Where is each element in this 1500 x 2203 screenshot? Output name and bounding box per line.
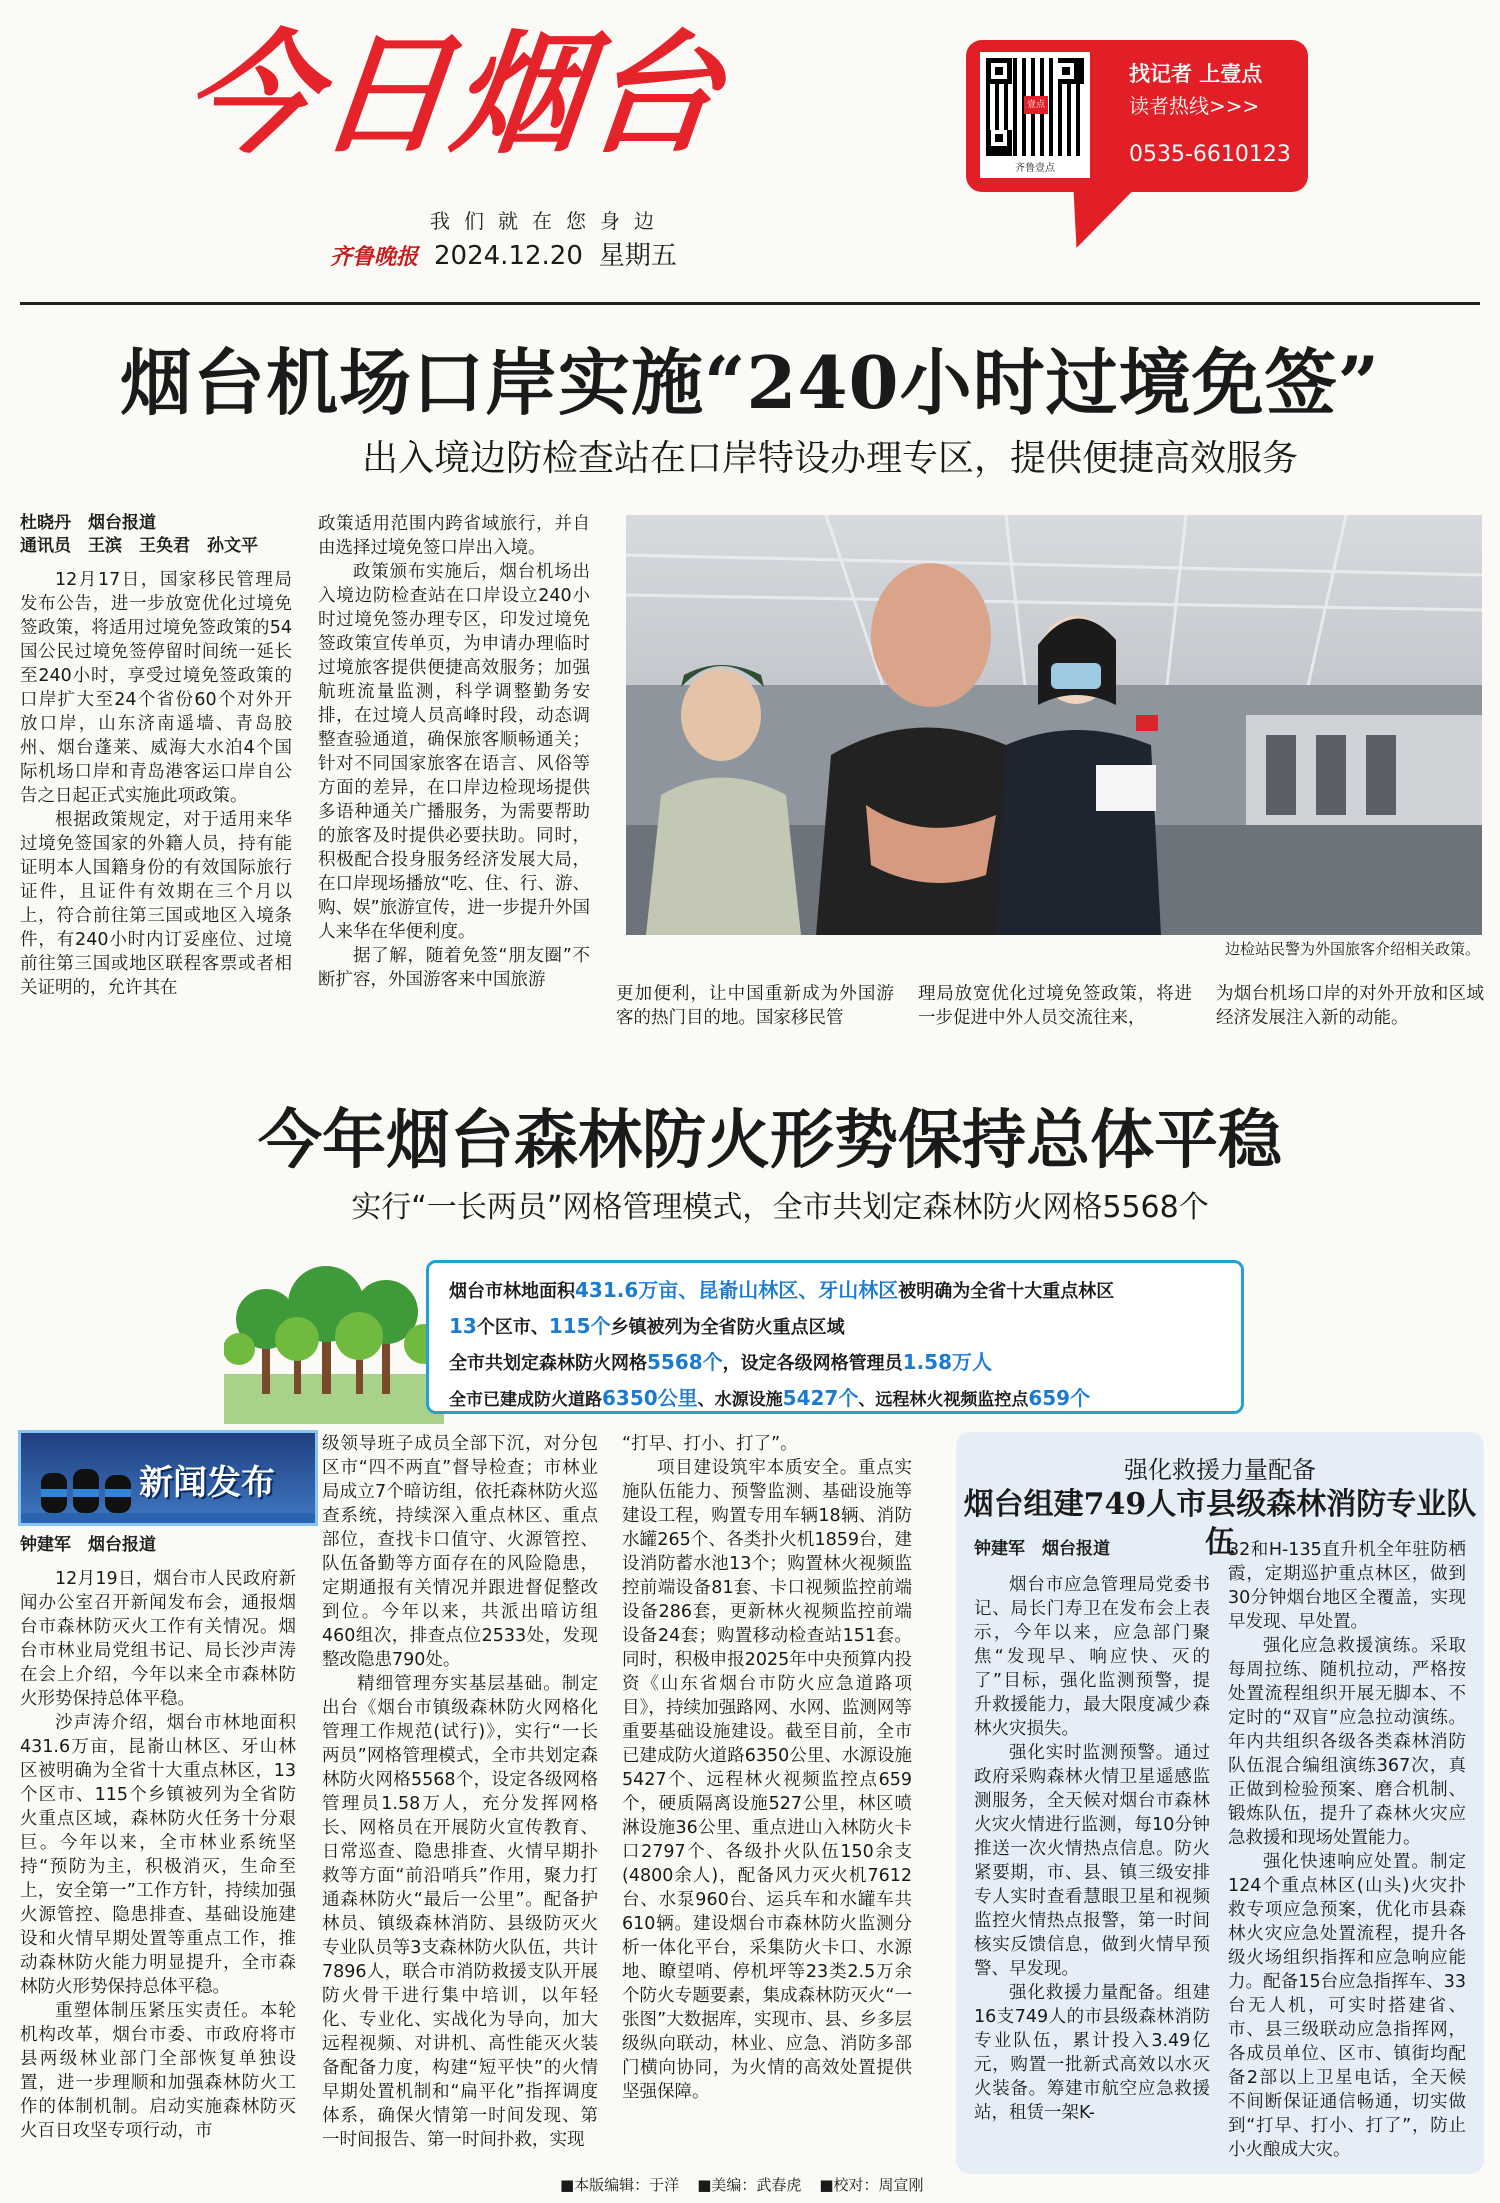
stats-text: 、水源设施	[697, 1390, 783, 1410]
qr-caption: 齐鲁壹点	[1015, 163, 1055, 174]
story1-column-5	[1216, 982, 1484, 1034]
story3-paragraph: 强化救援力量配备。组建16支749人的市县级森林消防专业队伍，累计投入3.49亿元，购置一批新式高效以水灭火装备。筹建市航空应急救援站，租赁一架K-	[974, 1983, 1210, 2123]
stats-line-4	[449, 1381, 1227, 1417]
stats-text: 个区市、	[476, 1317, 549, 1338]
forest-trees-icon	[224, 1224, 444, 1424]
stats-line-3	[449, 1345, 1227, 1381]
story1-paragraph: 12月17日，国家移民管理局发布公告，进一步放宽优化过境免签政策，将适用过境免签政策的54国公民过境免签停留时间统一延长至240小时，享受过境免签政策的口岸扩大至24个省份60个对外开放口岸，山东济南遥墙、青岛胶州、烟台蓬莱、威海大水泊4个国际机场口岸和青岛港客运口岸自公告之日起正式实施此项政策。	[20, 570, 292, 806]
story1-byline-correspondents: 通讯员 王滨 王奂君 孙文平	[20, 536, 258, 556]
stats-text: 烟台市林地面积	[449, 1281, 575, 1302]
story1-column-2	[318, 512, 590, 1032]
story1-subhead: 出入境边防检查站在口岸特设办理专区，提供便捷高效服务	[361, 438, 1298, 479]
story3-paragraph: 强化实时监测预警。通过政府采购森林火情卫星遥感监测服务，全天候对烟台市森林火灾火情进行监测，每10分钟推送一次火情热点信息。防火紧要期，市、县、镇三级安排专人实时查看慧眼卫星和视频监控火情热点报警，第一时间核实反馈信息，做到火情早预警、早发现。	[974, 1743, 1210, 1979]
story3-paragraph: 32和H-135直升机全年驻防栖霞，定期巡护重点林区，做到30分钟烟台地区全覆盖，实现早发现、早处置。	[1228, 1540, 1466, 1632]
story2-paragraph: 级领导班子成员全部下沉，对分包区市“四不两直”督导检查；市林业局成立7个暗访组，依托森林防火巡查系统，持续深入重点林区、重点部位，查找卡口值守、火源管控、队伍备勤等方面存在的风险隐患，定期通报有关情况并跟进督促整改到位。今年以来，共派出暗访组460组次，排查点位2533处，发现整改隐患790处。	[322, 1434, 598, 1670]
forest-stats-box	[426, 1260, 1244, 1414]
news-release-label: 新闻发布	[139, 1463, 275, 1503]
story3-byline: 钟建军 烟台报道	[974, 1539, 1110, 1559]
story1-paragraph: 政策颁布实施后，烟台机场出入境边防检查站在口岸设立240小时过境免签办理专区，印发过境免签政策宣传单页，为申请办理临时过境旅客提供便捷高效服务；加强航班流量监测，科学调整勤务安排，在过境人员高峰时段，动态调整查验通道，确保旅客顺畅通关；针对不同国家旅客在语言、风俗等方面的差异，在口岸边检现场提供多语种通关广播服务，为需要帮助的旅客及时提供必要扶助。同时，积极配合投身服务经济发展大局，在口岸现场播放“吃、住、行、游、购、娱”旅游宣传，进一步提升外国人来华在华便利度。	[318, 562, 590, 942]
hotline-line2: 读者热线>>>	[1129, 94, 1260, 118]
story2-paragraph: 沙声涛介绍，烟台市林地面积431.6万亩，昆嵛山林区、牙山林区被明确为全省十大重点林区，13个区市、115个乡镇被列为全省防火重点区域，森林防火任务十分艰巨。今年以来，全市林业系统坚持“预防为主，积极消灭，生命至上，安全第一”工作方针，持续加强火源管控、隐患排查、基础设施建设和火情早期处置等重点工作，推动森林防火能力明显提升，全市森林防火形势保持总体平稳。	[20, 1713, 296, 1997]
story3-column-2	[1228, 1538, 1466, 2164]
masthead-slogan: 我们就在您身边	[430, 209, 668, 233]
story3-paragraph: 强化快速响应处置。制定124个重点林区(山头)火灾扑救专项应急预案，优化市县森林火灾应急处置流程，提升各级火场组织指挥和应急响应能力。配备15台应急指挥车、33台无人机，可实时搭建省、市、县三级联动应急指挥网，各成员单位、区市、镇街均配备2部以上卫星电话，全天候不间断保证通信畅通，切实做到“打早、打小、打了”，防止小火酿成大灾。	[1228, 1852, 1466, 2160]
stats-text: 全市已建成防火道路	[449, 1390, 602, 1410]
qr-code-icon[interactable]	[980, 52, 1090, 178]
stats-line-1	[449, 1273, 1227, 1309]
stats-highlight: 6350公里	[602, 1386, 698, 1410]
story1-byline-reporter: 杜晓丹 烟台报道	[20, 513, 156, 533]
stats-highlight: 115个	[548, 1314, 611, 1338]
hotline-line1: 找记者 上壹点	[1129, 62, 1263, 86]
news-release-badge	[18, 1430, 318, 1526]
paper-brand: 齐鲁晚报	[330, 244, 419, 270]
airport-photo-illustration	[626, 515, 1482, 935]
story2-byline: 钟建军 烟台报道	[20, 1535, 156, 1555]
footer-proofreader: ■校对：周宣刚	[819, 2176, 924, 2194]
story2-paragraph: 项目建设筑牢本质安全。重点实施队伍能力、预警监测、基础设施等建设工程，购置专用车辆18辆、消防水罐265个、各类扑火机1859台，建设消防蓄水池13个；购置林火视频监控前端设备81套、卡口视频监控前端设备286套，更新林火视频监控前端设备24套；购置移动检查站151套。同时，积极申报2025年中央预算内投资《山东省烟台市防火应急道路项目》，持续加强路网、水网、监测网等重要基础设施建设。截至目前，全市已建成防火道路6350公里、水源设施5427个、远程林火视频监控点659个，硬质隔离设施527公里，林区喷淋设施36公里、重点进山入林防火卡口2797个、各级扑火队伍150余支(4800余人)，配备风力灭火机7612台、水泵960台、运兵车和水罐车共610辆。建设烟台市森林防火监测分析一体化平台，采集防火卡口、水源地、瞭望哨、停机坪等23类2.5万余个防火专题要素，集成森林防灭火“一张图”大数据库，实现市、县、乡多层级纵向联动，林业、应急、消防多部门横向协同，为火情的高效处置提供坚强保障。	[622, 1458, 912, 2102]
stats-text: 乡镇被列为全省防火重点区域	[610, 1317, 845, 1338]
stats-text: 被明确为全省十大重点林区	[898, 1281, 1115, 1302]
story1-paragraph: 根据政策规定，对于适用来华过境免签国家的外籍人员，持有能证明本人国籍身份的有效国际旅行证件，且证件有效期在三个月以上，符合前往第三国或地区入境条件，有240小时内订妥座位、过境前往第三国或地区联程客票或者相关证明的，允许其在	[20, 810, 292, 998]
reader-hotline-box	[966, 40, 1308, 192]
story1-paragraph: 政策适用范围内跨省域旅行，并自由选择过境免签口岸出入境。	[318, 514, 590, 558]
story2-subhead: 实行“一长两员”网格管理模式，全市共划定森林防火网格5568个	[351, 1190, 1209, 1225]
footer-editor: ■本版编辑：于洋	[560, 2176, 680, 2194]
masthead-title: 今日烟台	[176, 18, 730, 172]
stats-text: 全市共划定森林防火网格	[449, 1353, 647, 1374]
story1-column-3	[616, 982, 894, 1034]
qr-logo: 壹点	[1024, 96, 1048, 114]
story1-paragraph: 更加便利，让中国重新成为外国游客的热门目的地。国家移民管	[616, 984, 894, 1028]
footer-art-editor: ■美编：武春虎	[697, 2176, 802, 2194]
story3-paragraph: 强化应急救援演练。采取每周拉练、随机拉动，严格按处置流程组织开展无脚本、不定时的“双盲”应急拉动演练。年内共组织各级各类森林消防队伍混合编组演练367次，真正做到检验预案、磨合机制、锻炼队伍，提升了森林火灾应急救援和现场处置能力。	[1228, 1636, 1466, 1848]
story2-paragraph: “打早、打小、打了”。	[622, 1434, 798, 1454]
issue-date: 2024.12.20	[434, 241, 583, 271]
stats-highlight: 5427个	[782, 1386, 859, 1410]
story3-headline: 烟台组建749人市县级森林消防专业队伍	[963, 1487, 1477, 1560]
story1-headline: 烟台机场口岸实施“240小时过境免签”	[119, 340, 1381, 425]
story2-column-1	[20, 1534, 296, 2164]
dateline	[330, 235, 677, 272]
story3-sidebar	[956, 1432, 1484, 2174]
story1-column-1	[20, 512, 292, 1032]
stats-line-2	[449, 1309, 1227, 1345]
story3-column-1	[974, 1538, 1210, 2164]
story2-column-2	[322, 1432, 598, 2164]
stats-highlight: 431.6万亩、昆嵛山林区、牙山林区	[575, 1278, 899, 1302]
story2-headline: 今年烟台森林防火形势保持总体平稳	[258, 1103, 1282, 1178]
stats-text: 、远程林火视频监控点	[858, 1390, 1029, 1410]
stats-highlight: 5568个	[647, 1350, 723, 1374]
issue-weekday: 星期五	[598, 241, 677, 271]
masthead-rule	[20, 302, 1480, 305]
stats-highlight: 13	[449, 1314, 477, 1338]
story1-paragraph: 理局放宽优化过境免签政策，将进一步促进中外人员交流往来，	[918, 984, 1192, 1028]
story2-column-3	[622, 1432, 912, 2164]
stats-highlight: 1.58万人	[902, 1350, 993, 1374]
stats-highlight: 659个	[1028, 1386, 1091, 1410]
story1-paragraph: 据了解，随着免签“朋友圈”不断扩容，外国游客来中国旅游	[318, 946, 590, 990]
stats-text: ，设定各级网格管理员	[722, 1353, 903, 1374]
story2-paragraph: 精细管理夯实基层基础。制定出台《烟台市镇级森林防火网格化管理工作规范(试行)》，实行“一长两员”网格管理模式，全市共划定森林防火网格5568个，设定各级网格管理员1.58万人，充分发挥网格长、网格员在开展防火宣传教育、日常巡查、隐患排查、火情早期扑救等方面“前沿哨兵”作用，聚力打通森林防火“最后一公里”。配备护林员、镇级森林消防、县级防灭火专业队员等3支森林防火队伍，共计7896人，联合市消防救援支队开展防火骨干进行集中培训，以年轻化、专业化、实战化为导向，加大远程视频、对讲机、高性能灭火装备配备力度，构建“短平快”的火情早期处置机制和“扁平化”指挥调度体系，确保火情第一时间发现、第一时间报告、第一时间扑救，实现	[322, 1674, 598, 2150]
story2-paragraph: 12月19日，烟台市人民政府新闻办公室召开新闻发布会，通报烟台市森林防灭火工作有关情况。烟台市林业局党组书记、局长沙声涛在会上介绍，今年以来全市森林防火形势保持总体平稳。	[20, 1569, 296, 1709]
story1-paragraph: 为烟台机场口岸的对外开放和区域经济发展注入新的动能。	[1216, 984, 1484, 1028]
page-footer	[560, 2174, 924, 2195]
story1-column-4	[918, 982, 1192, 1034]
photo-caption: 边检站民警为外国旅客介绍相关政策。	[1224, 940, 1480, 958]
story3-kicker: 强化救援力量配备	[1124, 1456, 1316, 1484]
story2-paragraph: 重塑体制压紧压实责任。本轮机构改革，烟台市委、市政府将市县两级林业部门全部恢复单独设置，进一步理顺和加强森林防火工作的体制机制。启动实施森林防灭火百日攻坚专项行动，市	[20, 2001, 296, 2141]
hotline-bubble-tail	[1046, 190, 1133, 248]
hotline-phone: 0535-6610123	[1129, 142, 1291, 167]
story3-paragraph: 烟台市应急管理局党委书记、局长门寿卫在发布会上表示，今年以来，应急部门聚焦“发现早、响应快、灭的了”目标，强化监测预警，提升救援能力，最大限度减少森林火灾损失。	[974, 1575, 1210, 1739]
airport-photo	[626, 515, 1482, 935]
